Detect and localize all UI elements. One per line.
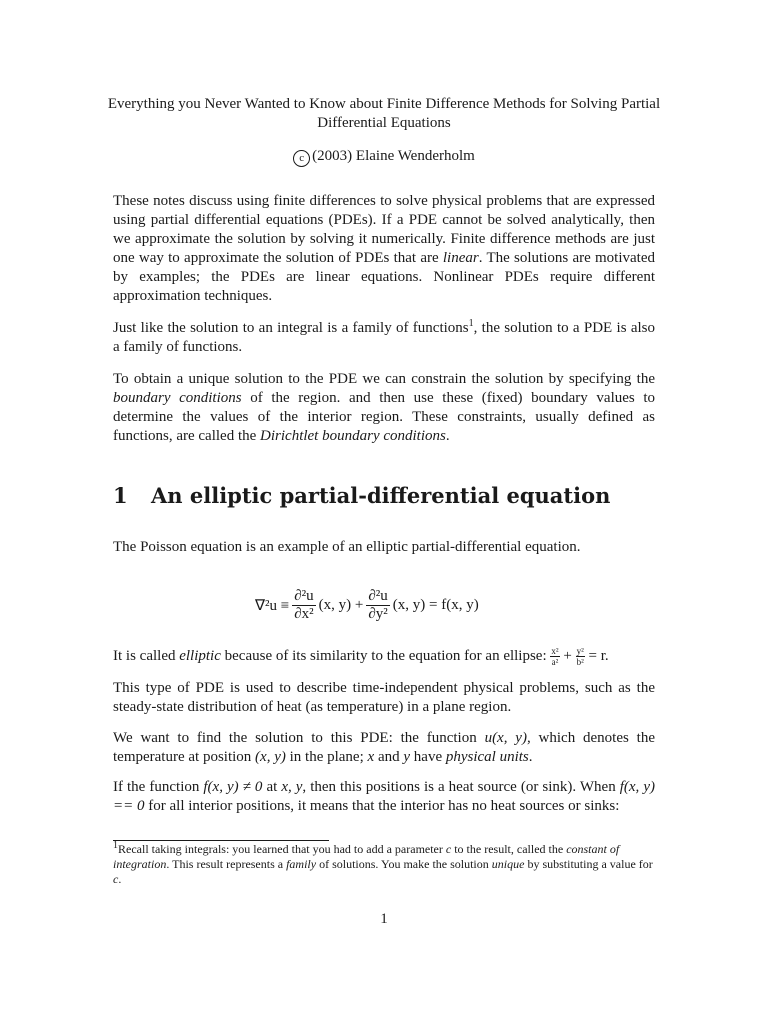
footnote: $^1$Recall taking integrals: you learned that you had to add a parameter c to the result, called the constant of integration. This result represents a family of solutions. You make the solution unique by substituting a value for c. (113, 840, 653, 886)
section-paragraph-5: If the function f(x, y) ≠ 0 at x, y, then this positions is a heat source (or sink). When f(x, y) == 0 for all interior positions, it means that the interior has no heat sources or sinks: (113, 779, 655, 814)
footnote-ref: 1 (468, 318, 474, 329)
section-title: An elliptic partial-differential equation (151, 483, 611, 508)
section-paragraph-3: This type of PDE is used to describe time-independent physical problems, such as the steady-state distribution of heat (as temperature) in a plane region. (113, 680, 655, 715)
intro-paragraph-2: Just like the solution to an integral is a family of functions$^1$, the solution to a PDE is also a family of functions. (113, 318, 655, 355)
section-number: 1 (113, 483, 128, 508)
emphasis-linear: linear (442, 250, 479, 266)
intro-paragraph-3: To obtain a unique solution to the PDE we can constrain the solution by specifying the boundary conditions of the region. and then use these (fixed) boundary values to determine the values of the interior region. These constraints, usually defined as functions, are called the Dirichtlet boundary conditions. (113, 371, 656, 444)
page-number: 1 (380, 911, 388, 927)
section-heading (113, 482, 610, 510)
author-text: (2003) Elaine Wenderholm (312, 148, 475, 164)
section-paragraph-1: The Poisson equation is an example of an elliptic partial-differential equation. (113, 539, 581, 555)
intro-paragraph-1: These notes discuss using finite differences to solve physical problems that are expressed using partial differential equations (PDEs). If a PDE cannot be solved analytically, then we approximate the solution by solving it numerically. Finite difference methods are just one way to approximate the solution of PDEs that are linear. The solutions are motivated by examples; the PDEs are linear equations. Nonlinear PDEs require different approximation techniques. (113, 193, 655, 304)
footnote-rule (113, 840, 329, 841)
section-paragraph-4: We want to find the solution to this PDE: the function u(x, y), which denotes the temperature at position (x, y) in the plane; x and y have physical units. (113, 730, 655, 765)
author-line (100, 147, 668, 167)
document-title: Everything you Never Wanted to Know about Finite Difference Methods for Solving Partial Differential Equations (107, 96, 661, 131)
poisson-equation: ∇²u ≡ $\frac{\text{∂²u}}{\text{∂x²}}$ (x, y) + $\frac{\text{∂²u}}{\text{∂y²}}$ (x, y) = f(x, y) (255, 587, 479, 622)
section-paragraph-2: It is called elliptic because of its similarity to the equation for an ellipse: $\frac{\text{x²}}{\text{a²}}$ + $\frac{\text{y²}}{\text{b²}}$ = r. (113, 646, 609, 667)
title-block (100, 95, 668, 167)
copyright-symbol: c (293, 150, 310, 167)
